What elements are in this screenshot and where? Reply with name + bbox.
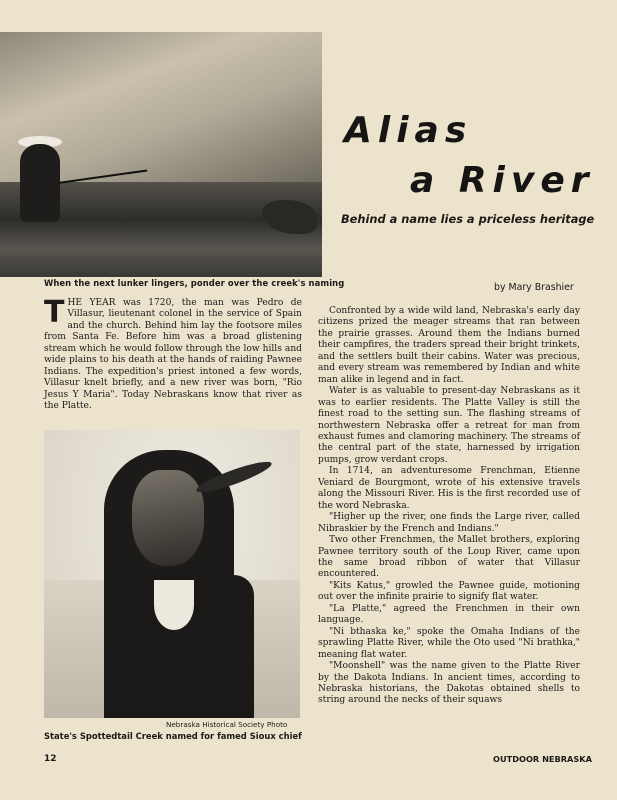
body-paragraph: In 1714, an adventuresome Frenchman, Etienne Veniard de Bourgmont, wrote of his extensive travels along the Missouri River. His is the first recorded use of the word Nebraska. [318, 466, 580, 511]
left-column-intro [44, 295, 302, 413]
photo-credit: Nebraska Historical Society Photo [166, 720, 288, 729]
article-subtitle: Behind a name lies a priceless heritage [341, 212, 595, 226]
intro-paragraph [44, 295, 302, 413]
body-paragraph: "Moonshell" was the name given to the Platte River by the Dakota Indians. In ancient times, according to Nebraska historians, the Dakotas obtained shells to string around the necks of their squaws [318, 661, 580, 706]
body-paragraph: "Ni bthaska ke," spoke the Omaha Indians of the sprawling Platte River, while the Oto used "Ni brathka," meaning flat water. [318, 626, 580, 660]
portrait-caption: State's Spottedtail Creek named for famed Sioux chief [44, 731, 302, 741]
byline: by Mary Brashier [494, 282, 574, 293]
magazine-name: OUTDOOR NEBRASKA [493, 754, 592, 764]
right-column [318, 306, 580, 707]
body-paragraph: Water is as valuable to present-day Nebraskans as it was to earlier residents. The Platte Valley is still the finest road to the setting sun. The flashing streams of northwestern Nebraska offer a retreat for man from exhaust fumes and clamoring machinery. The streams of the central part of the state, harnessed by irrigation pumps, grow verdant crops. [318, 386, 580, 465]
body-paragraph: "La Platte," agreed the Frenchmen in their own language. [318, 603, 580, 626]
page-number: 12 [44, 754, 57, 764]
intro-text: HE YEAR was 1720, the man was Pedro de Villasur, lieutenant colonel in the service of Spain and the church. Behind him lay the footsore miles from Santa Fe. Before him was a broad glistening stream which he would follow through the low hills and wide plains to his death at the hands of raiding Pawnee Indians. The expedition's priest intoned a few words, Villasur knelt briefly, and a new river was born, "Rio Jesus Y Maria". Today Nebraskans know that river as the Platte. [44, 298, 302, 412]
drop-cap: T [44, 295, 65, 330]
portrait-face [132, 470, 204, 566]
body-paragraph: "Kits Katus," growled the Pawnee guide, motioning out over the infinite prairie to signify flat water. [318, 580, 580, 603]
body-paragraph: "Higher up the river, one finds the Large river, called Nibraskier by the French and Indians." [318, 512, 580, 534]
spottedtail-portrait [44, 430, 300, 718]
body-paragraph: Confronted by a wide wild land, Nebraska's early day citizens prized the meager streams that ran between the prairie grasses. Around them the Indians burned their campfires, the traders spread their bright trinkets, and the settlers built their cabins. Water was precious, and every stream was remembered by Indian and white man alike in legend and in fact. [318, 306, 580, 385]
article-title-line1: Alias [344, 110, 473, 151]
fisherman-figure [20, 144, 60, 222]
portrait-scarf [154, 580, 194, 630]
article-title-line2: a River [410, 160, 595, 201]
top-photo-caption: When the next lunker lingers, ponder over the creek's naming [44, 278, 345, 288]
fishing-photo [0, 32, 322, 277]
body-paragraph: Two other Frenchmen, the Mallet brothers, exploring Pawnee territory south of the Loup River, came upon the same broad ribbon of water that Villasur encountered. [318, 535, 580, 580]
